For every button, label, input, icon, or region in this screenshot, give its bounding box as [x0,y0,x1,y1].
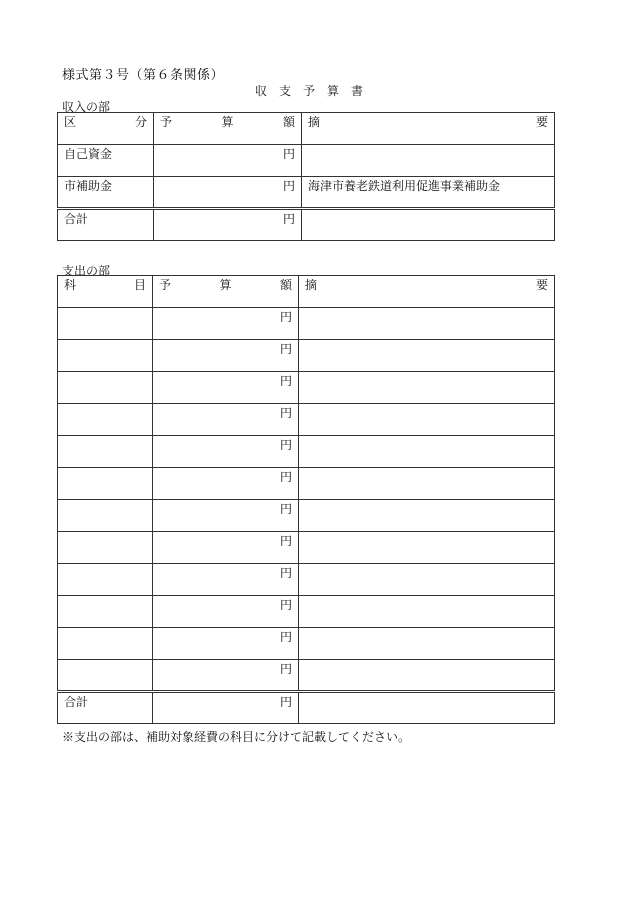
document-title: 収支予算書 [255,84,376,98]
expense-amount-cell[interactable]: 円 [153,372,299,404]
expense-row [58,564,555,596]
header-summary [302,113,555,145]
header-summary [299,276,555,308]
expense-summary-cell[interactable] [299,404,555,436]
expense-summary-cell[interactable] [299,340,555,372]
expense-row [58,436,555,468]
expense-total-amount[interactable]: 円 [153,692,299,724]
income-total-summary[interactable] [302,209,555,241]
header-char: 予 [159,278,172,292]
income-total-amount[interactable]: 円 [154,209,302,241]
expense-table [57,275,555,724]
expense-row [58,308,555,340]
expense-amount-cell[interactable]: 円 [153,660,299,692]
header-char: 算 [221,115,234,129]
header-char: 分 [134,115,147,129]
header-amount [153,276,299,308]
expense-row [58,372,555,404]
form-id: 様式第３号（第６条関係） [62,68,225,83]
expense-category-cell[interactable] [58,468,153,500]
expense-summary-cell[interactable] [299,308,555,340]
expense-summary-cell[interactable] [299,436,555,468]
expense-amount-cell[interactable]: 円 [153,532,299,564]
expense-total-summary[interactable] [299,692,555,724]
expense-row [58,596,555,628]
expense-amount-cell[interactable]: 円 [153,500,299,532]
header-char: 摘 [308,115,321,129]
expense-row [58,468,555,500]
header-amount [154,113,302,145]
expense-summary-cell[interactable] [299,660,555,692]
header-char: 額 [282,115,295,129]
expense-category-cell[interactable] [58,340,153,372]
expense-summary-cell[interactable] [299,500,555,532]
expense-total-label: 合計 [58,692,153,724]
expense-category-cell[interactable] [58,404,153,436]
expense-amount-cell[interactable]: 円 [153,628,299,660]
expense-amount-cell[interactable]: 円 [153,340,299,372]
header-char: 区 [64,115,77,129]
header-char: 目 [133,278,146,292]
expense-amount-cell[interactable]: 円 [153,308,299,340]
header-char: 額 [279,278,292,292]
income-total-label: 合計 [58,209,154,241]
header-category [58,113,154,145]
expense-amount-cell[interactable]: 円 [153,596,299,628]
expense-total-row [58,692,555,724]
expense-category-cell[interactable] [58,500,153,532]
header-char: 科 [64,278,77,292]
expense-summary-cell[interactable] [299,628,555,660]
expense-category-cell[interactable] [58,372,153,404]
expense-category-cell[interactable] [58,436,153,468]
expense-amount-cell[interactable]: 円 [153,436,299,468]
header-char: 要 [535,278,548,292]
income-header-row [58,113,555,145]
expense-summary-cell[interactable] [299,532,555,564]
expense-summary-cell[interactable] [299,564,555,596]
income-section-label: 収入の部 [62,100,111,114]
expense-summary-cell[interactable] [299,372,555,404]
income-amount-cell[interactable]: 円 [154,145,302,177]
income-category-cell: 市補助金 [58,177,154,209]
income-table [57,112,555,241]
header-char: 要 [535,115,548,129]
income-amount-cell[interactable]: 円 [154,177,302,209]
expense-category-cell[interactable] [58,596,153,628]
income-row [58,145,555,177]
expense-row [58,532,555,564]
expense-row [58,628,555,660]
expense-category-cell[interactable] [58,308,153,340]
income-summary-cell[interactable]: 海津市養老鉄道利用促進事業補助金 [302,177,555,209]
header-char: 予 [160,115,173,129]
expense-amount-cell[interactable]: 円 [153,468,299,500]
expense-category-cell[interactable] [58,532,153,564]
expense-summary-cell[interactable] [299,468,555,500]
header-char: 摘 [305,278,318,292]
income-total-row [58,209,555,241]
header-category [58,276,153,308]
expense-amount-cell[interactable]: 円 [153,564,299,596]
expense-row [58,660,555,692]
expense-category-cell[interactable] [58,564,153,596]
footnote: ※支出の部は、補助対象経費の科目に分けて記載してください。 [62,730,411,744]
expense-summary-cell[interactable] [299,596,555,628]
income-summary-cell[interactable] [302,145,555,177]
income-row [58,177,555,209]
expense-section-label: 支出の部 [62,264,111,278]
income-category-cell: 自己資金 [58,145,154,177]
expense-row [58,500,555,532]
expense-category-cell[interactable] [58,660,153,692]
expense-amount-cell[interactable]: 円 [153,404,299,436]
expense-row [58,340,555,372]
expense-header-row [58,276,555,308]
expense-row [58,404,555,436]
header-char: 算 [219,278,232,292]
expense-category-cell[interactable] [58,628,153,660]
